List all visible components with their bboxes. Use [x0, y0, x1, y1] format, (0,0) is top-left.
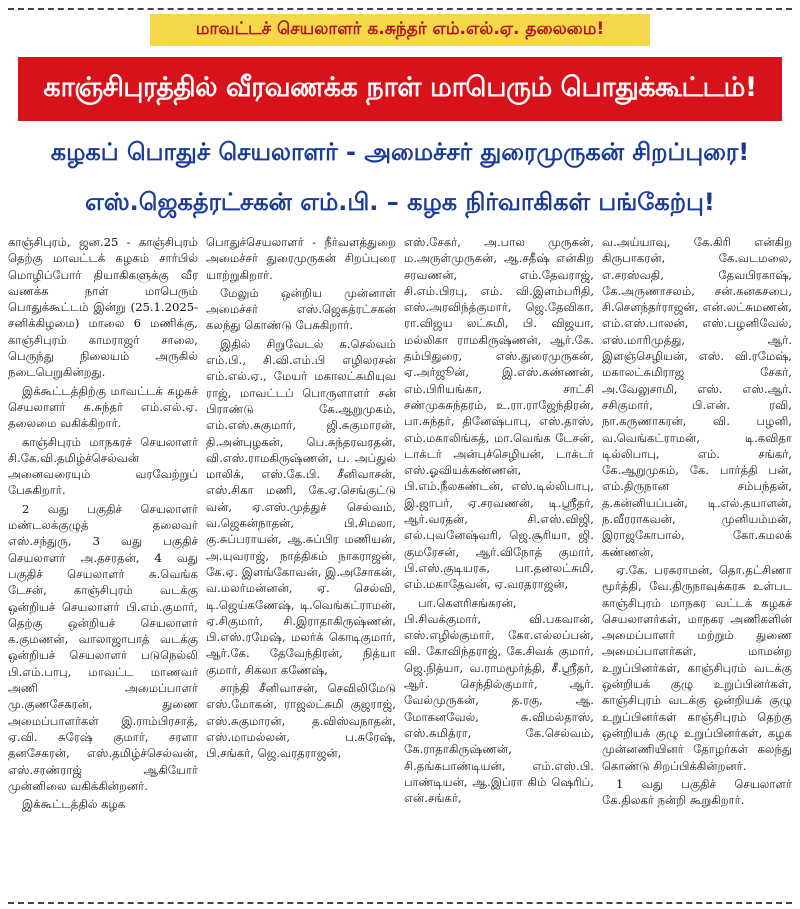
paragraph: பொதுச்செயலாளர் - நீர்வளத்துறை அமைச்சர் துரைமுருகன் சிறப்புரை யாற்றுகிறார். [206, 235, 396, 282]
kicker-strip [150, 14, 650, 46]
headline-text: காஞ்சிபுரத்தில் வீரவணக்க நாள் மாபெரும் பொதுக்கூட்டம்! [43, 71, 757, 103]
paragraph: பா.கௌரிசங்கரன், பி.சிவக்குமார், வி.பகவான், எஸ்.எழில்குமார், கோ.எல்லப்பன், வி. கோவிந்தராஜ், கே.சிவக் குமார், ஜெ.நித்யா, வ.ராமமூர்த்தி, சீ.ஸ்ரீதர், ஆர். செந்தில்குமார், ஆர். வேல்முருகன், த.ரகு, ஆ. மோகனவேல், சு.விமல்தாஸ், எஸ்.சுமித்ரா, கே.செல்வம், கே.ராதாகிருஷ்ணன், சி.தங்கபாண்டியன், எம்.எஸ்.பி. பாண்டியன், ஆ.இப்ரா கிம் ஷெரிப், என்.சங்கர், [404, 595, 594, 806]
bottom-dashed-border [8, 902, 792, 904]
paragraph: ஏ.கே. பரசுராமன், தொ.தட்சிணா மூர்த்தி, வே.திருநாவுக்கரசு உள்பட காஞ்சிபுரம் மாநகர வட்டக் கழகச் செயலாளர்கள், மாநகர அணிகளின் அமைப்பாளர் மற்றும் துணை அமைப்பாளர்கள், மாமன்ற உறுப்பினர்கள், காஞ்சிபுரம் வடக்கு ஒன்றியக் குழு உறுப்பினர்கள், காஞ்சிபுரம் வடக்கு ஒன்றியக் குழு உறுப்பினர்கள் காஞ்சிபுரம் தெற்கு ஒன்றியக் குழு உறுப்பினர்கள், கழக முன்னணியினர் தோழர்கள் கலந்து கொண்டு சிறப்பிக்கின்றனர். [602, 562, 792, 773]
paragraph: இக்கூட்டத்தில் கழக [22, 797, 126, 812]
paragraph: எஸ்.சேகர், அ.பால முருகன், ம.அருள்முருகன், ஆ.சதீஷ் என்கிற சரவணன், எம்.தேவராஜ், சி.எம்.பிரபு, எம். வி.இளம்பரிதி, எஸ்.அரவிந்த்குமார், ஜெ.தேவிகா, ரா.விஜய லட்சுமி, பி. விஜயா, மல்லிகா ராமகிருஷ்ணன், ஆர்.கே. தம்பிதுரை, எஸ்.துரைமுருகன், ஏ.அர்ஜூன், இ.எஸ்.கண்ணன், எம்.பிரியங்கா, சாட்சி சண்முகசுந்தரம், உ.ரா.ராஜேந்திரன், பா.சுந்தர், தினேஷ்பாபு, எஸ்.தாஸ், எம்.மகாலிங்கத், மா.வெங்க டேசன், டாக்டர் அன்புச்செழியன், டாக்டர் எஸ்.ஓவியக்கண்ணன், பி.எம்.நீலகண்டன், எஸ்.டில்லிபாபு, இ.ஜாபர், ஏ.சரவணன், டி.ஸ்ரீதர், ஆர்.வரதன், சி.எஸ்.விஜி, எல்.புவனேஷ்வரி, ஜெ.சூரியா, ஜி. குமரேசன், ஆர்.விநோத் குமார், பி.எஸ்.குடியரசு, பா.தனலட்சுமி, எம்.மகாதேவன், ஏ.வரதராஜன், [404, 235, 594, 592]
paragraph: இக்கூட்டத்திற்கு மாவட்டக் கழகச் செயலாளர் க.சுந்தர் எம்.எல்.ஏ. தலைமை வகிக்கிறார். [8, 383, 198, 431]
paragraph: சாந்தி சீனிவாசன், செவிலிமேடு எஸ்.மோகன், ராஜலட்சுமி குஜராஜ், எஸ்.சுகுமாரன், த.விஸ்வநாதன், எஸ்.மாமல்லன், ப.சுரேஷ், பி.சங்கர், ஜெ.வரதராஜன், [206, 681, 396, 761]
paragraph: 1 வது பகுதிச் செயலாளர் கே.திலகர் நன்றி கூறுகிறார். [602, 776, 792, 808]
paragraph: மேலும் ஒன்றிய முன்னாள் அமைச்சர் எஸ்.ஜெகத்ரட்சகன் கலந்து கொண்டு பேசுகிறார். [206, 285, 396, 333]
paragraph: காஞ்சிபுரம், ஜன.25 - காஞ்சிபுரம் தெற்கு மாவட்டக் கழகம் சார்பில் மொழிப்போர் தியாகிகளுக்கு வீர வணக்க நாள் மாபெரும் பொதுக்கூட்டம் இன்று (25.1.2025-சனிக்கிழமை) மாலை 6 மணிக்கு, காஞ்சிபுரம் காமராஜர் சாலை, பெருந்து நிலையம் அருகில் நடைபெறுகின்றது. [8, 235, 198, 380]
kicker-text: மாவட்டச் செயலாளர் க.சுந்தர் எம்.எல்.ஏ. தலைமை! [195, 19, 605, 39]
article-column-1 [8, 234, 198, 896]
article-columns [8, 234, 792, 896]
top-dashed-border [8, 8, 792, 10]
paragraph: காஞ்சிபுரம் மாநகரச் செயலாளர் சி.கே.வி.தமிழ்ச்செல்வன் அனைவரையும் வரவேற்றுப் பேசுகிறார். [8, 434, 198, 498]
subheadline-secondary: எஸ்.ஜெகத்ரட்சகன் எம்.பி. – கழக நிர்வாகிகள் பங்கேற்பு! [85, 188, 715, 216]
paragraph: இதில் சிறுவேடல் க.செல்வம் எம்.பி., சி.வி.எம்.பி எழிலரசன் எம்.எல்.ஏ., மேயர் மகாலட்சுமியுவ ராஜ், மாவட்டப் பொருளாளர் சன் பிராண்டு கே.ஆறுமுகம், எம்.எஸ்.சுகுமார், ஜி.சுகுமாரன், தி.அன்புழகன், பெ.சுந்தரவரதன், வி.எஸ்.ராமகிருஷ்ணன், ப. அப்துல் மாலிக், எஸ்.கே.பி. சீனிவாசன், எஸ்.சிகா மணி, கே.ஏ.செங்குட்டு வன், ஏ.எஸ்.முத்துச் செல்வம், வ.ஜெகன்நாதன், பி.சிமலா, கு.சுப்பராயன், ஆ.சுப்பிர மணியன், அ.யுவராஜ், நாத்திகம் நாகராஜன், கே.ஏ. இளங்கோவன், இ.அசோகன், வ.மலர்மன்னன், ஏ. செல்வி, டி.ஜெய்கணேஷ், டி.வெங்கட்ராமன், ஏ.சிகுமார், சி.இராதாகிருஷ்ணன், பி.எஸ்.ரமேஷ், மலர்க் கொடிகுமார், ஆர்.கே. தேவேந்திரன், நித்யா குமார், சிகலா கணேஷ், [206, 336, 396, 677]
paragraph: 2 வது பகுதிச் செயலாளர் மண்டலக்குழுத் தலைவர் எஸ்.சந்துரு, 3 வது பகுதிச் செயலாளர் அ.தசரதன், 4 வது பகுதிச் செயலாளர் சு.வெங்க டேசன், காஞ்சிபுரம் வடக்கு ஒன்றியச் செயலாளர் பி.எம்.குமார், தெற்கு ஒன்றியச் செயலாளர் க.குமணன், வாலாஜாபாத் வடக்கு ஒன்றியச் செயலாளர் படுநெல்லி பி.எம்.பாபு, மாவட்ட மாணவர் அணி அமைப்பாளர் மு.குணசேகரன், துணை அமைப்பாளர்கள் இ.ராம்பிரசாத், ஏ.வி. சுரேஷ் குமார், சரளா தனசேகரன், எஸ்.தமிழ்ச்செல்வன், எஸ்.சரண்ராஜ் ஆகியோர் முன்னிலை வகிக்கின்றனர். [8, 501, 198, 793]
subheadline-primary: கழகப் பொதுச் செயலாளர் - அமைச்சர் துரைமுருகன் சிறப்புரை! [50, 138, 750, 166]
article-column-4 [602, 234, 792, 896]
article-column-2 [206, 234, 396, 896]
article-column-3 [404, 234, 594, 896]
paragraph: வ.அய்யாவு, கே.கிரி என்கிற கிருபாகரன், கே.வடமலை, எ.சரஸ்வதி, தேவபிரகாஷ், கே.அருணாசலம், சன்.கனகசபை, சி.சௌந்தர்ராஜன், என்.லட்சுமணன், எம்.எஸ்.பாலன், எஸ்.பழனிவேல், எஸ்.மாரிமுத்து, ஆர். இளஞ்செழியன், எஸ். வி.ரமேஷ், மகாலட்சுமிராஜ சேகர், அ.வேலுசாமி, எஸ். எஸ்.ஆர். சசிகுமார், பி.என். ரவி, நா.கருணாகரன், வி. பழனி, வ.வெங்கட்ராமன், டி.கவிதா டில்லிபாபு, எம். சங்கர், கே.ஆறுமுகம், கே. பார்த்தி பன், எம்.திருநான சம்பந்தன், த.கன்னியப்பன், டி.எல்.தயாளன், ந.வீரராகவன், முனியம்மன், இராஜகோபால், கோ.கமலக் கண்ணன், [602, 235, 792, 559]
headline-banner [18, 57, 782, 121]
